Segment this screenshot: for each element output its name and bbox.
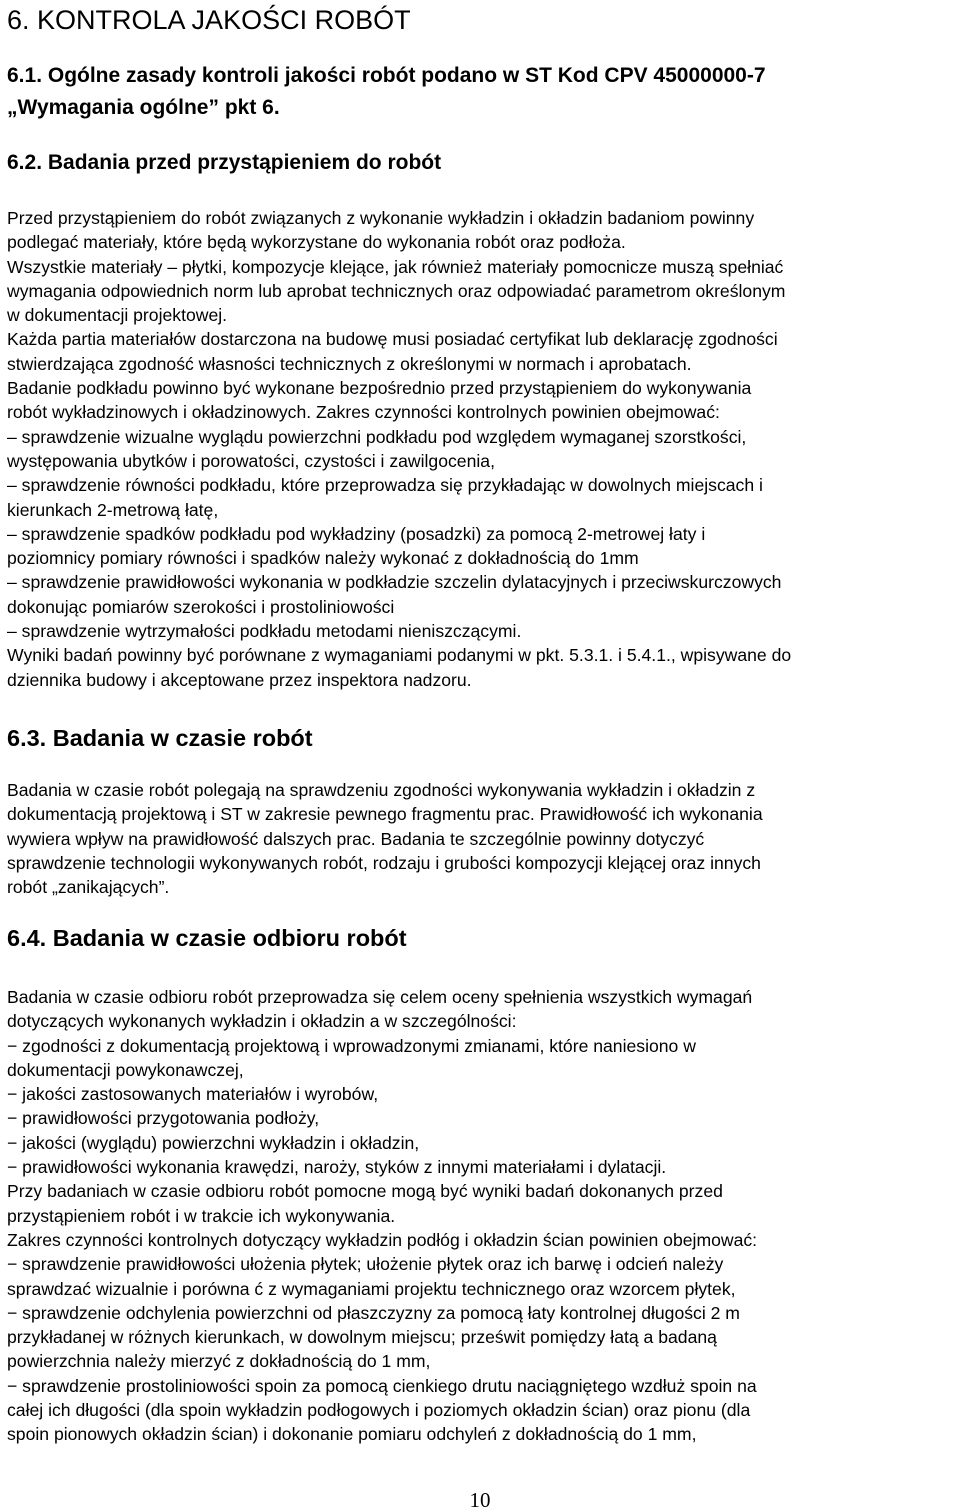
section-6-3-body xyxy=(7,778,957,899)
section-6-4-title: 6.4. Badania w czasie odbioru robót xyxy=(7,925,407,951)
paragraph-line: robót wykładzinowych i okładzinowych. Zakres czynności kontrolnych powinien obejmować: xyxy=(7,402,720,423)
list-item-line: – sprawdzenie równości podkładu, które przeprowadza się przykładając w dowolnych miejscach i xyxy=(7,475,763,496)
list-item-line: sprawdzać wizualnie i porówna ć z wymaganiami projektu technicznego oraz wzorcem płytek, xyxy=(7,1278,736,1299)
section-6-1-line-1: 6.1. Ogólne zasady kontroli jakości robót podano w ST Kod CPV 45000000-7 xyxy=(7,64,766,87)
list-item-line: poziomnicy pomiary równości i spadków należy wykonać z dokładnością do 1mm xyxy=(7,548,639,569)
paragraph-line: dokumentacją projektową i ST w zakresie pewnego fragmentu prac. Prawidłowość ich wykonania xyxy=(7,804,763,825)
list-item-line: kierunkach 2-metrową łatę, xyxy=(7,499,219,520)
list-item-line: − jakości (wyglądu) powierzchni wykładzin i okładzin, xyxy=(7,1132,420,1153)
list-item-line: − prawidłowości przygotowania podłoży, xyxy=(7,1108,320,1129)
section-6-2-title: 6.2. Badania przed przystąpieniem do robót xyxy=(7,151,442,174)
list-item-line: − sprawdzenie prostoliniowości spoin za pomocą cienkiego drutu naciągniętego wzdłuż spoin na xyxy=(7,1375,757,1396)
paragraph-line: robót „zanikających”. xyxy=(7,877,170,898)
paragraph-line: podlegać materiały, które będą wykorzystane do wykonania robót oraz podłoża. xyxy=(7,232,626,253)
section-6-1 xyxy=(7,60,957,124)
paragraph-line: Przed przystąpieniem do robót związanych z wykonanie wykładzin i okładzin badaniom powinny xyxy=(7,208,755,228)
paragraph-line: wywiera wpływ na prawidłowość dalszych prac. Badania te szczególnie powinny dotyczyć xyxy=(7,828,705,849)
paragraph-line: Wyniki badań powinny być porównane z wymaganiami podanymi w pkt. 5.3.1. i 5.4.1., wpisywane do xyxy=(7,645,792,666)
list-item-line: przykładanej w różnych kierunkach, w dowolnym miejscu; prześwit pomiędzy łatą a badaną xyxy=(7,1327,717,1348)
section-6-2-body xyxy=(7,206,957,692)
list-item-line: powierzchnia należy mierzyć z dokładnością do 1 mm, xyxy=(7,1351,431,1372)
paragraph-line: dziennika budowy i akceptowane przez inspektora nadzoru. xyxy=(7,669,472,690)
list-item-line: − jakości zastosowanych materiałów i wyrobów, xyxy=(7,1084,379,1105)
section-6-3-heading-block xyxy=(7,722,957,754)
section-6-1-line-2: „Wymagania ogólne” pkt 6. xyxy=(7,96,280,119)
list-item-line: − zgodności z dokumentacją projektową i wprowadzonymi zmianami, które naniesiono w xyxy=(7,1035,696,1056)
list-item-line: – sprawdzenie prawidłowości wykonania w podkładzie szczelin dylatacyjnych i przeciwskurczowych xyxy=(7,572,782,593)
paragraph-line: Badania w czasie odbioru robót przeprowadza się celem oceny spełnienia wszystkich wymagań xyxy=(7,987,753,1007)
paragraph-line: Badanie podkładu powinno być wykonane bezpośrednio przed przystąpieniem do wykonywania xyxy=(7,378,752,399)
list-item-line: – sprawdzenie spadków podkładu pod wykładziny (posadzki) za pomocą 2-metrowej łaty i xyxy=(7,523,706,544)
list-item-line: − prawidłowości wykonania krawędzi, naroży, styków z innymi materiałami i dylatacji. xyxy=(7,1157,667,1178)
section-6-2-heading-block xyxy=(7,147,957,179)
paragraph-line: dotyczących wykonanych wykładzin i okładzin a w szczególności: xyxy=(7,1011,517,1032)
list-item-line: – sprawdzenie wytrzymałości podkładu metodami nieniszczącymi. xyxy=(7,621,522,642)
list-item-line: − sprawdzenie odchylenia powierzchni od płaszczyzny za pomocą łaty kontrolnej długości 2 m xyxy=(7,1302,740,1323)
list-item-line: − sprawdzenie prawidłowości ułożenia płytek; ułożenie płytek oraz ich barwę i odcień należy xyxy=(7,1254,724,1275)
paragraph-line: Każda partia materiałów dostarczona na budowę musi posiadać certyfikat lub deklarację zgodności xyxy=(7,329,778,350)
list-item-line: występowania ubytków i porowatości, czystości i zawilgocenia, xyxy=(7,450,495,471)
page-number: 10 xyxy=(469,1488,491,1512)
paragraph-line: Przy badaniach w czasie odbioru robót pomocne mogą być wyniki badań dokonanych przed xyxy=(7,1181,723,1202)
paragraph-line: przystąpieniem robót i w trakcie ich wykonywania. xyxy=(7,1205,396,1226)
list-item-line: dokumentacji powykonawczej, xyxy=(7,1059,244,1080)
paragraph-line: Badania w czasie robót polegają na sprawdzeniu zgodności wykonywania wykładzin i okładzin z xyxy=(7,780,756,800)
section-6-4-body xyxy=(7,985,957,1447)
chapter-heading: 6. KONTROLA JAKOŚCI ROBÓT xyxy=(7,5,411,35)
paragraph-line: Zakres czynności kontrolnych dotyczący wykładzin podłóg i okładzin ścian powinien obejmować: xyxy=(7,1229,758,1250)
list-item-line: spoin pionowych okładzin ścian) i dokonanie pomiaru odchyleń z dokładnością do 1 mm, xyxy=(7,1424,697,1445)
paragraph-line: Wszystkie materiały – płytki, kompozycje klejące, jak również materiały pomocnicze muszą spełniać xyxy=(7,256,784,277)
list-item-line: całej ich długości (dla spoin wykładzin podłogowych i poziomych okładzin ścian) oraz pionu (dla xyxy=(7,1400,751,1421)
list-item-line: dokonując pomiarów szerokości i prostoliniowości xyxy=(7,596,395,617)
list-item-line: – sprawdzenie wizualne wyglądu powierzchni podkładu pod względem wymaganej szorstkości, xyxy=(7,426,747,447)
section-6-4-heading-block xyxy=(7,922,957,954)
paragraph-line: stwierdzająca zgodność własności technicznych z określonymi w normach i aprobatach. xyxy=(7,353,692,374)
paragraph-line: sprawdzenie technologii wykonywanych robót, rodzaju i grubości kompozycji klejącej oraz innych xyxy=(7,852,761,873)
section-6-3-title: 6.3. Badania w czasie robót xyxy=(7,725,313,751)
paragraph-line: wymagania odpowiednich norm lub aprobat technicznych oraz odpowiadać parametrom określonym xyxy=(7,280,786,301)
paragraph-line: w dokumentacji projektowej. xyxy=(7,305,228,326)
